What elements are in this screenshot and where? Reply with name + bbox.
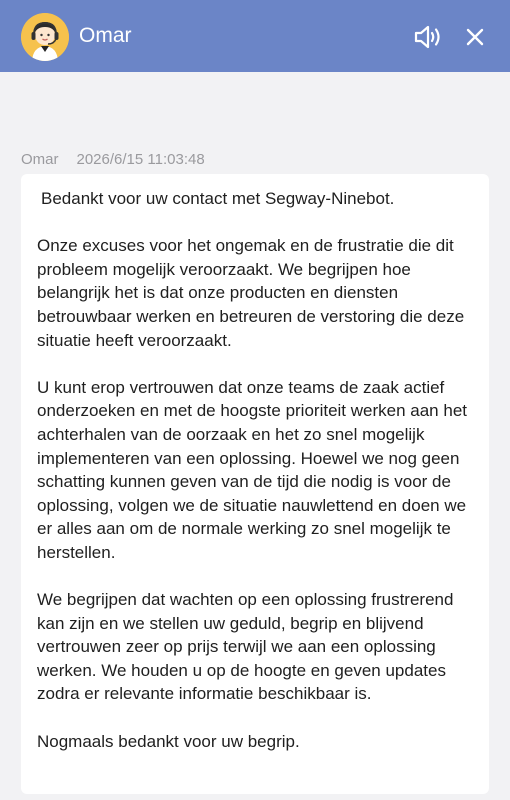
message-paragraph: U kunt erop vertrouwen dat onze teams de zaak actief onderzoeken en met de hoogste prioriteit werken aan het achterhalen van de oorzaak en het zo snel mogelijk implementeren van een oplossing. Hoewel we nog geen schatting kunnen geven van de tijd die nodig is voor de oplossing, volgen we de situatie nauwlettend en doen we er alles aan om de normale werking zo snel mogelijk te herstellen. xyxy=(37,377,467,562)
agent-avatar-icon xyxy=(21,13,69,61)
message-meta xyxy=(21,151,205,169)
support-agent-avatar xyxy=(21,13,69,61)
message-paragraph: We begrijpen dat wachten op een oplossing frustrerend kan zijn en we stellen uw geduld, begrip en blijvend vertrouwen zeer op prijs terwijl we aan een oplossing werken. We houden u op de hoogte en geven updates zodra er relevante informatie beschikbaar is. xyxy=(37,590,454,704)
chat-header xyxy=(0,0,510,72)
agent-name: Omar xyxy=(79,24,132,47)
speaker-icon xyxy=(413,24,443,50)
close-button[interactable] xyxy=(460,22,490,52)
message-paragraph: Onze excuses voor het ongemak en de frustratie die dit probleem mogelijk veroorzaakt. We begrijpen hoe belangrijk het is dat onze producten en diensten betrouwbaar werken en betreuren de verstoring die deze situatie heeft veroorzaakt. xyxy=(37,236,465,350)
message-bubble xyxy=(21,174,489,794)
message-timestamp: 2026/6/15 11:03:48 xyxy=(76,151,205,168)
speaker-button[interactable] xyxy=(413,22,443,52)
close-icon xyxy=(463,25,487,49)
message-paragraph: Nogmaals bedankt voor uw begrip. xyxy=(37,731,300,751)
message-sender: Omar xyxy=(21,151,59,168)
message-paragraph: Bedankt voor uw contact met Segway-Ninebot. xyxy=(41,189,395,208)
